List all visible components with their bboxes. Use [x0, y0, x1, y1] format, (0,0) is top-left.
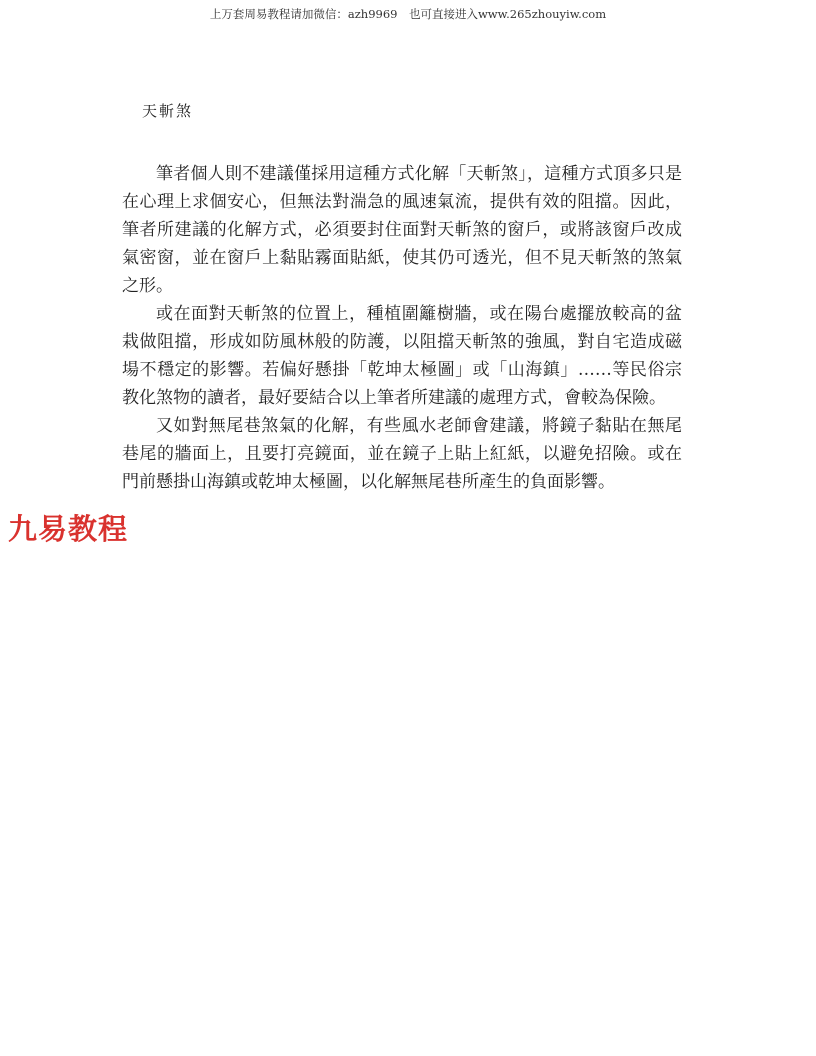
watermark-logo: 九易教程: [8, 509, 128, 549]
paragraph-3: 又如對無尾巷煞氣的化解，有些風水老師會建議，將鏡子黏貼在無尾巷尾的牆面上，且要打亮鏡面，並在鏡子上貼上紅紙，以避免招險。或在門前懸掛山海鎮或乾坤太極圖，以化解無尾巷所產生的負面影響。: [122, 416, 682, 492]
header-notice: 上万套周易教程请加微信：azh9969 也可直接进入www.265zhouyiw.com: [209, 7, 607, 21]
section-heading: 天斬煞: [142, 102, 194, 120]
article-body: [122, 160, 682, 496]
paragraph-2: 或在面對天斬煞的位置上，種植圍籬樹牆，或在陽台處擺放較高的盆栽做阻擋，形成如防風林般的防護，以阻擋天斬煞的強風，對自宅造成磁場不穩定的影響。若偏好懸掛「乾坤太極圖」或「山海鎮」……等民俗宗教化煞物的讀者，最好要結合以上筆者所建議的處理方式，會較為保險。: [122, 304, 682, 408]
paragraph-1: 筆者個人則不建議僅採用這種方式化解「天斬煞」，這種方式頂多只是在心理上求個安心，但無法對湍急的風速氣流，提供有效的阻擋。因此，筆者所建議的化解方式，必須要封住面對天斬煞的窗戶，或將該窗戶改成氣密窗，並在窗戶上黏貼霧面貼紙，使其仍可透光，但不見天斬煞的煞氣之形。: [122, 164, 682, 296]
